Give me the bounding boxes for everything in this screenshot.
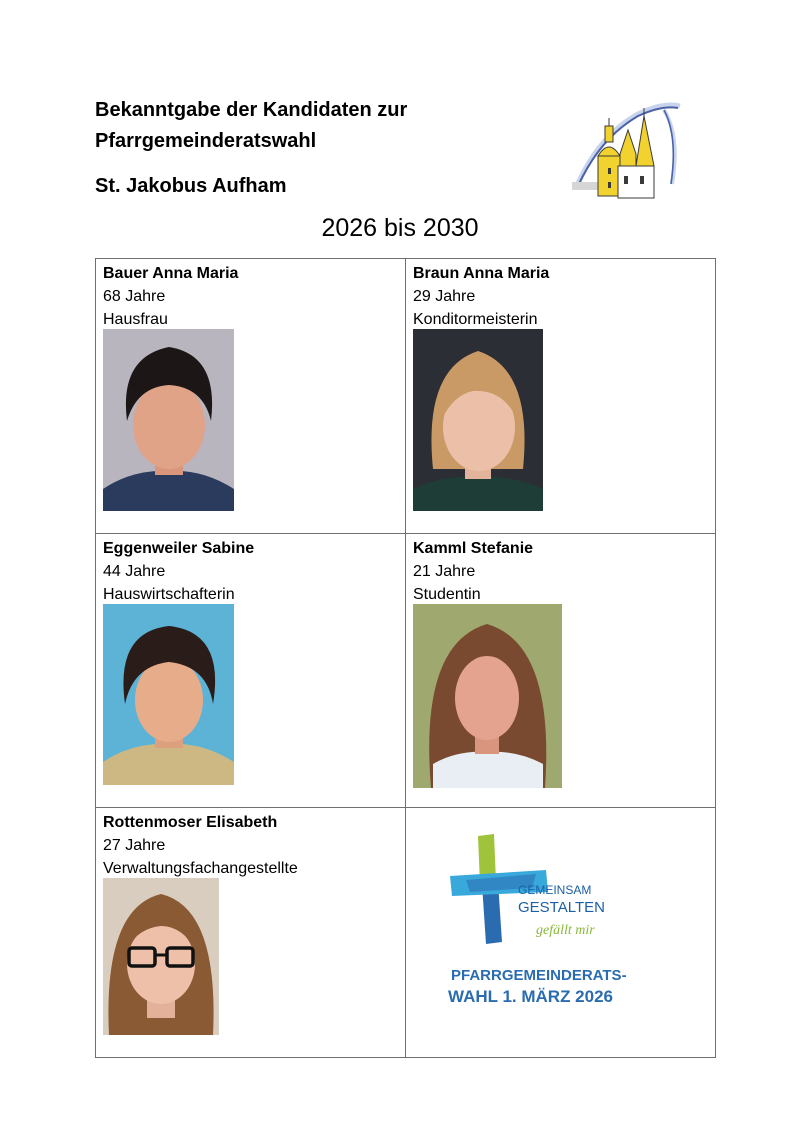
- candidate-cell: [96, 534, 406, 808]
- candidate-photo: [103, 878, 219, 1035]
- campaign-logo: [446, 830, 646, 1040]
- candidate-occupation: Konditormeisterin: [413, 311, 538, 328]
- election-line1: PFARRGEMEINDERATS-: [451, 967, 627, 984]
- election-line2: WAHL 1. MÄRZ 2026: [448, 987, 614, 1006]
- candidate-photo: [103, 329, 234, 511]
- campaign-cell: [406, 808, 716, 1058]
- parish-name: St. Jakobus Aufham: [95, 175, 287, 197]
- candidate-name: Braun Anna Maria: [413, 265, 550, 282]
- candidate-name: Bauer Anna Maria: [103, 265, 239, 282]
- candidate-table: [95, 258, 716, 1058]
- announcement-title-line2: Pfarrgemeinderatswahl: [95, 130, 317, 152]
- candidate-photo: [103, 604, 234, 785]
- candidate-photo: [413, 329, 543, 511]
- candidate-name: Rottenmoser Elisabeth: [103, 814, 278, 831]
- candidate-age: 27 Jahre: [103, 837, 166, 854]
- candidate-photo: [413, 604, 562, 788]
- candidate-age: 44 Jahre: [103, 563, 166, 580]
- candidate-cell: [96, 808, 406, 1058]
- candidate-name: Eggenweiler Sabine: [103, 540, 255, 557]
- campaign-line2: GESTALTEN: [518, 899, 605, 916]
- candidate-age: 68 Jahre: [103, 288, 166, 305]
- candidate-age: 29 Jahre: [413, 288, 476, 305]
- candidate-occupation: Hausfrau: [103, 311, 168, 328]
- candidate-age: 21 Jahre: [413, 563, 476, 580]
- church-logo-icon: [568, 96, 686, 212]
- candidate-occupation: Hauswirtschafterin: [103, 586, 235, 603]
- campaign-line1: GEMEINSAM: [518, 883, 592, 897]
- candidate-cell: [406, 259, 716, 534]
- candidate-cell: [96, 259, 406, 534]
- candidate-occupation: Verwaltungsfachangestellte: [103, 860, 298, 877]
- candidate-occupation: Studentin: [413, 586, 481, 603]
- candidate-name: Kamml Stefanie: [413, 540, 534, 557]
- announcement-title-line1: Bekanntgabe der Kandidaten zur: [95, 99, 408, 121]
- campaign-tagline: gefällt mir: [536, 923, 595, 938]
- term-period: 2026 bis 2030: [321, 214, 479, 242]
- candidate-cell: [406, 534, 716, 808]
